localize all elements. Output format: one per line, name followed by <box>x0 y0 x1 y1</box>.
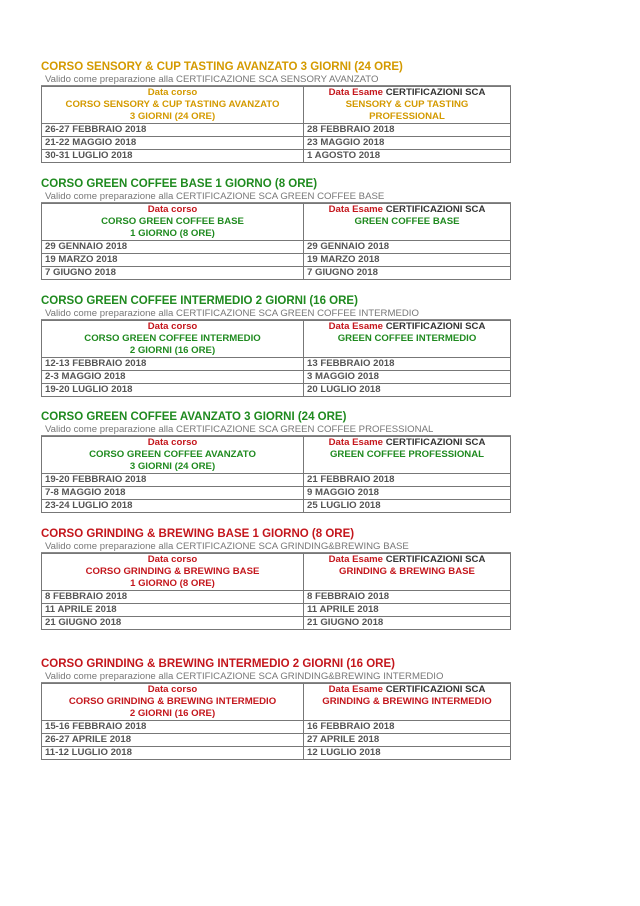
data-corso-label: Data corso <box>147 204 198 215</box>
section-subtitle: Valido come preparazione alla CERTIFICAZIONE SCA GREEN COFFEE BASE <box>41 191 511 203</box>
exam-header-cell <box>304 437 511 474</box>
section-title: CORSO GREEN COFFEE AVANZATO 3 GIORNI (24 ORE) <box>41 411 347 423</box>
course-date-cell: 23-24 LUGLIO 2018 <box>42 500 304 513</box>
exam-name-line: SENSORY & CUP TASTING <box>345 99 469 110</box>
course-header-cell <box>42 321 304 358</box>
section-grinding-intermedio <box>41 657 511 760</box>
course-date-cell: 26-27 FEBBRAIO 2018 <box>42 124 304 137</box>
data-esame-label: Data Esame <box>328 437 384 448</box>
course-date-cell: 2-3 MAGGIO 2018 <box>42 371 304 384</box>
exam-name-line: GRINDING & BREWING INTERMEDIO <box>322 696 492 707</box>
course-date-cell: 7 GIUGNO 2018 <box>42 267 304 280</box>
course-name-line: CORSO GREEN COFFEE INTERMEDIO <box>84 333 261 344</box>
course-date-cell: 21 GIUGNO 2018 <box>42 617 304 630</box>
course-date-cell: 19-20 FEBBRAIO 2018 <box>42 474 304 487</box>
course-date-cell: 11 APRILE 2018 <box>42 604 304 617</box>
data-esame-label: Data Esame <box>328 87 384 98</box>
table-header-row <box>42 204 511 241</box>
exam-date-cell: 19 MARZO 2018 <box>304 254 511 267</box>
exam-date-cell: 16 FEBBRAIO 2018 <box>304 721 511 734</box>
table-row <box>42 721 511 734</box>
certificazioni-label: CERTIFICAZIONI SCA <box>385 321 486 332</box>
exam-date-cell: 13 FEBBRAIO 2018 <box>304 358 511 371</box>
table-header-row <box>42 437 511 474</box>
table-row <box>42 384 511 397</box>
section-green-base <box>41 177 511 280</box>
section-subtitle: Valido come preparazione alla CERTIFICAZIONE SCA SENSORY AVANZATO <box>41 74 511 86</box>
section-green-avanzato <box>41 410 511 513</box>
certificazioni-label: CERTIFICAZIONI SCA <box>385 684 486 695</box>
table-header-row <box>42 87 511 124</box>
course-date-cell: 15-16 FEBBRAIO 2018 <box>42 721 304 734</box>
exam-date-cell: 1 AGOSTO 2018 <box>304 150 511 163</box>
exam-date-cell: 11 APRILE 2018 <box>304 604 511 617</box>
exam-date-cell: 21 FEBBRAIO 2018 <box>304 474 511 487</box>
schedule-table <box>41 683 511 760</box>
exam-date-cell: 9 MAGGIO 2018 <box>304 487 511 500</box>
course-date-cell: 8 FEBBRAIO 2018 <box>42 591 304 604</box>
exam-name-line: GRINDING & BREWING BASE <box>339 566 475 577</box>
data-corso-label: Data corso <box>147 87 198 98</box>
table-row <box>42 474 511 487</box>
schedule-table <box>41 86 511 163</box>
course-date-cell: 29 GENNAIO 2018 <box>42 241 304 254</box>
table-row <box>42 617 511 630</box>
course-duration-line: 2 GIORNI (16 ORE) <box>129 345 216 356</box>
section-title: CORSO GREEN COFFEE BASE 1 GIORNO (8 ORE) <box>41 178 318 190</box>
exam-date-cell: 25 LUGLIO 2018 <box>304 500 511 513</box>
table-row <box>42 267 511 280</box>
table-row <box>42 500 511 513</box>
section-title: CORSO GREEN COFFEE INTERMEDIO 2 GIORNI (16 ORE) <box>41 295 358 307</box>
table-row <box>42 241 511 254</box>
data-esame-label: Data Esame <box>328 554 384 565</box>
certificazioni-label: CERTIFICAZIONI SCA <box>385 437 486 448</box>
exam-date-cell: 29 GENNAIO 2018 <box>304 241 511 254</box>
table-row <box>42 137 511 150</box>
table-header-row <box>42 321 511 358</box>
exam-date-cell: 21 GIUGNO 2018 <box>304 617 511 630</box>
section-sensory-avanzato <box>41 60 511 163</box>
section-title: CORSO SENSORY & CUP TASTING AVANZATO 3 GIORNI (24 ORE) <box>41 61 403 73</box>
exam-date-cell: 20 LUGLIO 2018 <box>304 384 511 397</box>
certificazioni-label: CERTIFICAZIONI SCA <box>385 554 486 565</box>
exam-name-line: PROFESSIONAL <box>369 111 445 122</box>
course-date-cell: 21-22 MAGGIO 2018 <box>42 137 304 150</box>
exam-date-cell: 8 FEBBRAIO 2018 <box>304 591 511 604</box>
section-green-intermedio <box>41 294 511 397</box>
course-date-cell: 30-31 LUGLIO 2018 <box>42 150 304 163</box>
section-subtitle: Valido come preparazione alla CERTIFICAZIONE SCA GREEN COFFEE INTERMEDIO <box>41 308 511 320</box>
data-esame-label: Data Esame <box>328 321 384 332</box>
course-name-line: CORSO GRINDING & BREWING BASE <box>85 566 260 577</box>
course-duration-line: 3 GIORNI (24 ORE) <box>129 111 216 122</box>
course-name-line: CORSO GREEN COFFEE BASE <box>101 216 244 227</box>
course-header-cell <box>42 554 304 591</box>
exam-date-cell: 12 LUGLIO 2018 <box>304 747 511 760</box>
course-header-cell <box>42 437 304 474</box>
table-row <box>42 371 511 384</box>
exam-header-cell <box>304 204 511 241</box>
course-name-line: CORSO SENSORY & CUP TASTING AVANZATO <box>65 99 280 110</box>
table-row <box>42 591 511 604</box>
course-date-cell: 7-8 MAGGIO 2018 <box>42 487 304 500</box>
schedule-table <box>41 553 511 630</box>
table-row <box>42 604 511 617</box>
table-header-row <box>42 684 511 721</box>
exam-header-cell <box>304 87 511 124</box>
certificazioni-label: CERTIFICAZIONI SCA <box>385 204 486 215</box>
course-name-line: CORSO GRINDING & BREWING INTERMEDIO <box>68 696 277 707</box>
exam-header-cell <box>304 684 511 721</box>
table-row <box>42 124 511 137</box>
course-header-cell <box>42 87 304 124</box>
course-header-cell <box>42 204 304 241</box>
course-duration-line: 3 GIORNI (24 ORE) <box>129 461 216 472</box>
course-date-cell: 12-13 FEBBRAIO 2018 <box>42 358 304 371</box>
exam-date-cell: 7 GIUGNO 2018 <box>304 267 511 280</box>
exam-name-line: GREEN COFFEE BASE <box>354 216 460 227</box>
course-name-line: CORSO GREEN COFFEE AVANZATO <box>89 449 256 460</box>
course-duration-line: 2 GIORNI (16 ORE) <box>129 708 216 719</box>
course-duration-line: 1 GIORNO (8 ORE) <box>130 228 215 239</box>
data-corso-label: Data corso <box>147 321 198 332</box>
course-date-cell: 26-27 APRILE 2018 <box>42 734 304 747</box>
table-row <box>42 150 511 163</box>
section-title: CORSO GRINDING & BREWING BASE 1 GIORNO (8 ORE) <box>41 528 355 540</box>
section-title: CORSO GRINDING & BREWING INTERMEDIO 2 GIORNI (16 ORE) <box>41 658 395 670</box>
course-duration-line: 1 GIORNO (8 ORE) <box>130 578 215 589</box>
table-row <box>42 747 511 760</box>
table-header-row <box>42 554 511 591</box>
exam-date-cell: 28 FEBBRAIO 2018 <box>304 124 511 137</box>
table-row <box>42 358 511 371</box>
section-subtitle: Valido come preparazione alla CERTIFICAZIONE SCA GREEN COFFEE PROFESSIONAL <box>41 424 511 436</box>
table-row <box>42 254 511 267</box>
data-corso-label: Data corso <box>147 554 198 565</box>
exam-name-line: GREEN COFFEE PROFESSIONAL <box>329 449 485 460</box>
exam-date-cell: 3 MAGGIO 2018 <box>304 371 511 384</box>
data-esame-label: Data Esame <box>328 684 384 695</box>
exam-name-line: GREEN COFFEE INTERMEDIO <box>337 333 477 344</box>
section-grinding-base <box>41 527 511 630</box>
course-date-cell: 19 MARZO 2018 <box>42 254 304 267</box>
table-row <box>42 734 511 747</box>
section-subtitle: Valido come preparazione alla CERTIFICAZIONE SCA GRINDING&BREWING INTERMEDIO <box>41 671 511 683</box>
data-esame-label: Data Esame <box>328 204 384 215</box>
schedule-table <box>41 320 511 397</box>
schedule-table <box>41 203 511 280</box>
certificazioni-label: CERTIFICAZIONI SCA <box>385 87 486 98</box>
course-date-cell: 11-12 LUGLIO 2018 <box>42 747 304 760</box>
table-row <box>42 487 511 500</box>
course-date-cell: 19-20 LUGLIO 2018 <box>42 384 304 397</box>
course-header-cell <box>42 684 304 721</box>
exam-header-cell <box>304 321 511 358</box>
exam-header-cell <box>304 554 511 591</box>
exam-date-cell: 23 MAGGIO 2018 <box>304 137 511 150</box>
exam-date-cell: 27 APRILE 2018 <box>304 734 511 747</box>
schedule-table <box>41 436 511 513</box>
data-corso-label: Data corso <box>147 684 198 695</box>
data-corso-label: Data corso <box>147 437 198 448</box>
section-subtitle: Valido come preparazione alla CERTIFICAZIONE SCA GRINDING&BREWING BASE <box>41 541 511 553</box>
